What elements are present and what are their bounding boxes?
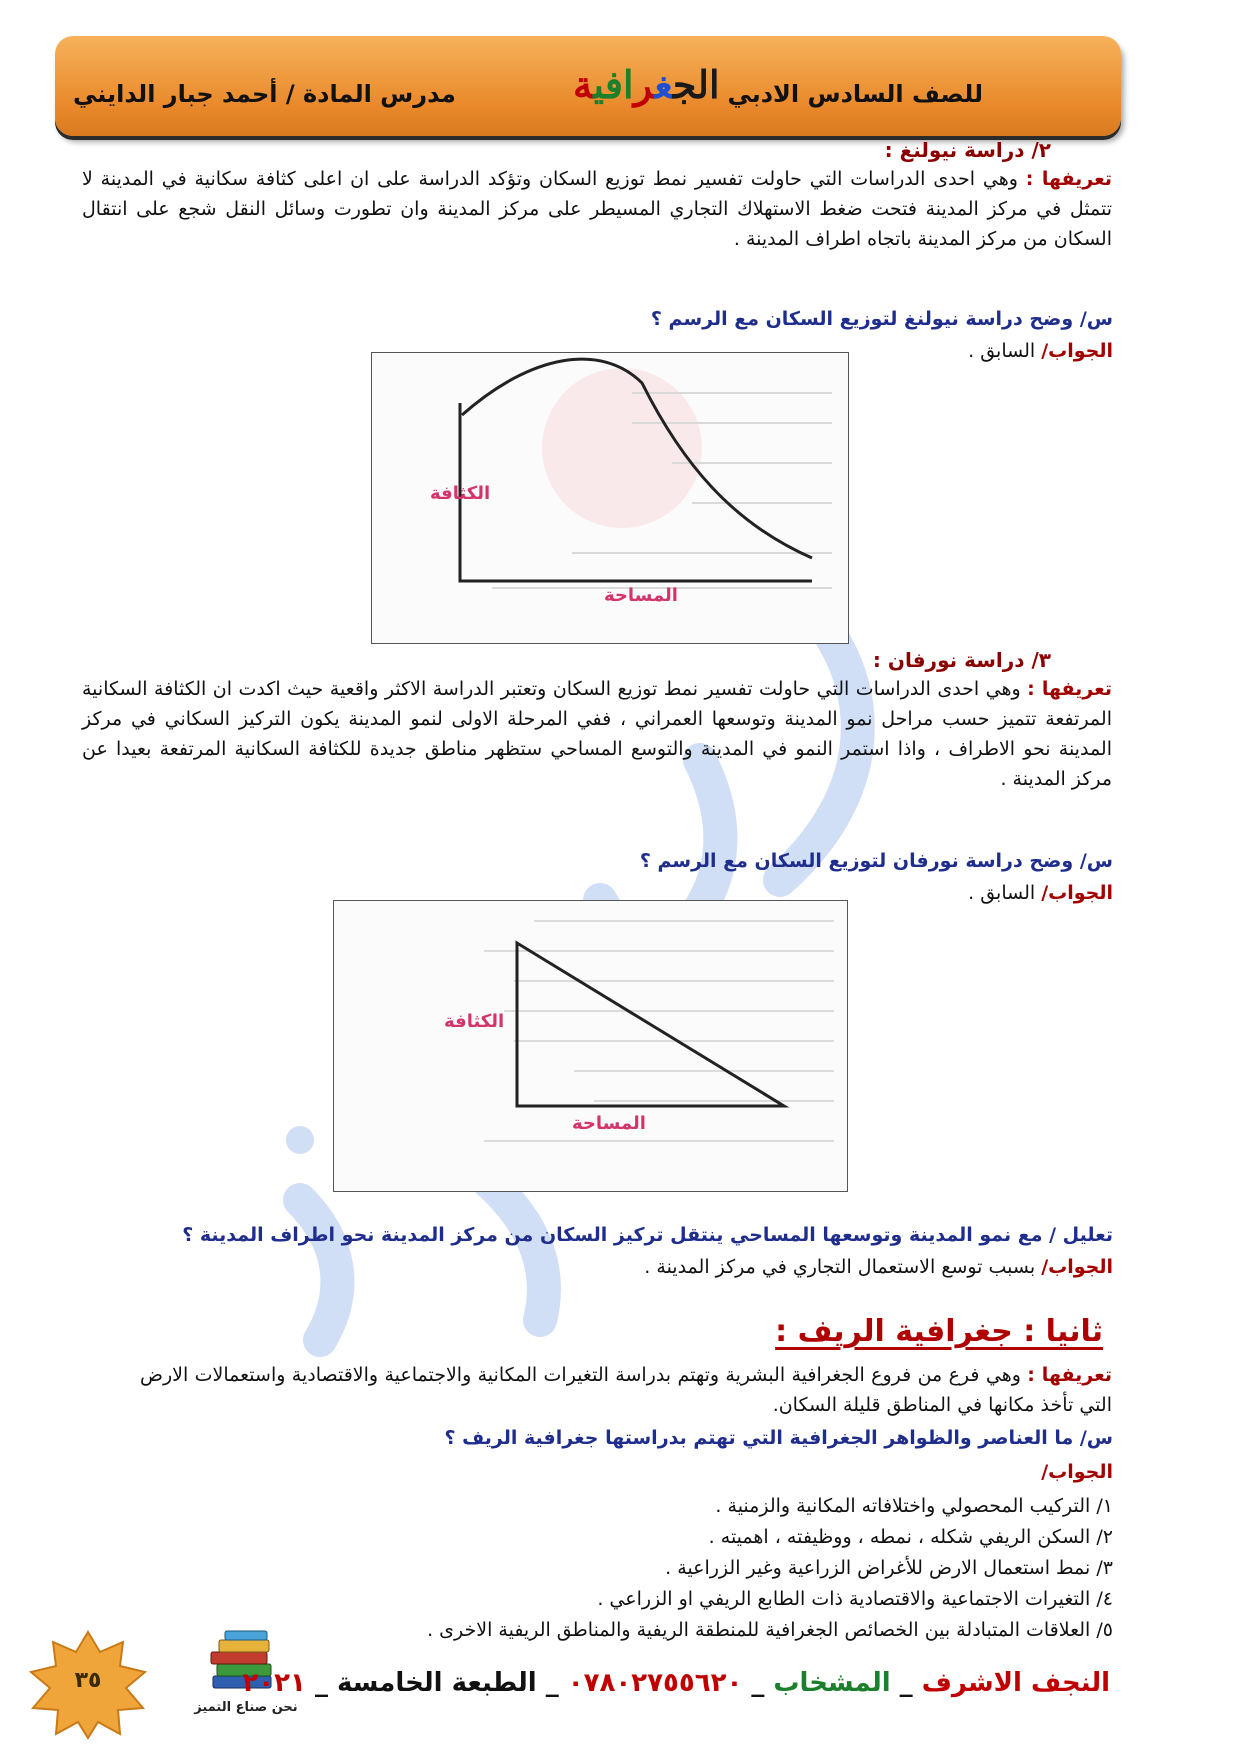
list-item: ٣/ نمط استعمال الارض للأغراض الزراعية وغير الزراعية . (665, 1557, 1113, 1579)
answer-label: الجواب/ (1041, 1256, 1113, 1278)
neulong-y-label: الكثافة (430, 483, 491, 504)
definition-text: وهي احدى الدراسات التي حاولت تفسير نمط توزيع السكان وتؤكد الدراسة على ان اعلى كثافة سكانية في المدينة لا تتمثل في مركز المدينة فتحت ضغط الاستهلاك التجاري المسيطر على مركز المدينة وان تطورت وسائل النقل شجع على انتقال السكان من مركز المدينة باتجاه اطراف المدينة . (82, 168, 1112, 250)
footer-part: المشخاب (773, 1668, 891, 1698)
norvan-y-label: الكثافة (444, 1011, 505, 1032)
neulong-definition (82, 164, 1112, 254)
footer-part: الطبعة الخامسة (337, 1668, 537, 1698)
rural-answer-list (213, 1491, 1113, 1646)
class-label: للصف السادس الادبي (727, 80, 983, 108)
norvan-definition (82, 674, 1112, 794)
list-item: ٢/ السكن الريفي شكله ، نمطه ، ووظيفته ، اهميته . (708, 1526, 1113, 1548)
reason-question: تعليل / مع نمو المدينة وتوسعها المساحي ينتقل تركيز السكان من مركز المدينة نحو اطراف المدينة ؟ (182, 1224, 1113, 1246)
definition-text: وهي فرع من فروع الجغرافية البشرية وتهتم بدراسة التغيرات المكانية والاجتماعية والاقتصادية واستعمالات الارض التي تأخذ مكانها في المناطق قليلة السكان. (140, 1364, 1112, 1416)
norvan-heading: ٣/ دراسة نورفان : (872, 648, 1051, 672)
answer-text: السابق . (968, 882, 1042, 904)
title-part: ر (633, 62, 655, 107)
list-item: ٥/ العلاقات المتبادلة بين الخصائص الجغرافية للمنطقة الريفية والمناطق الريفية الاخرى . (427, 1619, 1113, 1641)
footer-part: _ (890, 1668, 922, 1698)
neulong-figure (371, 352, 849, 644)
title-part: ة (573, 62, 594, 107)
rural-question: س/ ما العناصر والظواهر الجغرافية التي تهتم بدراستها جغرافية الريف ؟ (444, 1427, 1113, 1449)
definition-label: تعريفها : (1027, 1364, 1112, 1386)
page-number-badge (28, 1630, 148, 1740)
title-part: افي (593, 62, 634, 107)
footer-part: _ (536, 1668, 568, 1698)
page-number: ٣٥ (74, 1668, 102, 1693)
neulong-heading: ٢/ دراسة نيولنغ : (884, 138, 1051, 162)
norvan-x-label: المساحة (572, 1113, 646, 1134)
definition-text: وهي احدى الدراسات التي حاولت تفسير نمط توزيع السكان وتعتبر الدراسة الاكثر واقعية حيث اكدت ان الكثافة السكانية المرتفعة تتميز حسب مراحل نمو المدينة وتوسعها العمراني ، ففي المرحلة الاولى لنمو المدينة يكون التركيز السكاني في مركز المدينة نحو الاطراف ، واذا استمر النمو في المدينة والتوسع المساحي ستظهر مناطق جديدة للكثافة السكانية المرتفعة بعيدا عن مركز المدينة . (82, 678, 1112, 790)
definition-label: تعريفها : (1025, 168, 1112, 190)
norvan-graph (334, 901, 847, 1191)
neulong-question: س/ وضح دراسة نيولنغ لتوزيع السكان مع الرسم ؟ (650, 308, 1113, 330)
norvan-triangle (517, 943, 784, 1106)
list-item: ١/ التركيب المحصولي واختلافاته المكانية والزمنية . (715, 1495, 1113, 1517)
answer-label: الجواب/ (1041, 882, 1113, 904)
definition-label: تعريفها : (1027, 678, 1112, 700)
norvan-figure (333, 900, 848, 1192)
footer-part: النجف الاشرف (921, 1668, 1110, 1698)
title-part: الج (672, 62, 720, 107)
footer-part: _ (305, 1668, 338, 1698)
neulong-x-label: المساحة (604, 585, 678, 606)
neulong-answer (968, 340, 1113, 362)
footer-part: _ (742, 1668, 774, 1698)
list-item: ٤/ التغيرات الاجتماعية والاقتصادية ذات الطابع الريفي او الزراعي . (597, 1588, 1113, 1610)
norvan-question: س/ وضح دراسة نورفان لتوزيع السكان مع الرسم ؟ (639, 850, 1113, 872)
rural-answer-label: الجواب/ (1041, 1461, 1113, 1483)
reason-answer (644, 1256, 1113, 1278)
logo-caption: نحن صناع التميز (194, 1700, 298, 1715)
footer-part: ٢٠٢١ (242, 1668, 306, 1698)
answer-text: بسبب توسع الاستعمال التجاري في مركز المدينة . (644, 1256, 1042, 1278)
rural-section-title: ثانيا : جغرافية الريف : (775, 1314, 1103, 1349)
teacher-label: مدرس المادة / أحمد جبار الدايني (73, 80, 456, 108)
rural-definition (140, 1360, 1112, 1420)
answer-text: السابق . (968, 340, 1042, 362)
title-part: غ (654, 62, 673, 107)
subject-title (573, 62, 720, 107)
answer-label: الجواب/ (1041, 340, 1113, 362)
header-banner (55, 36, 1121, 136)
footer-part: ٠٧٨٠٢٧٥٥٦٢٠ (567, 1668, 743, 1698)
norvan-answer (968, 882, 1113, 904)
footer-contact-line (242, 1668, 1110, 1698)
